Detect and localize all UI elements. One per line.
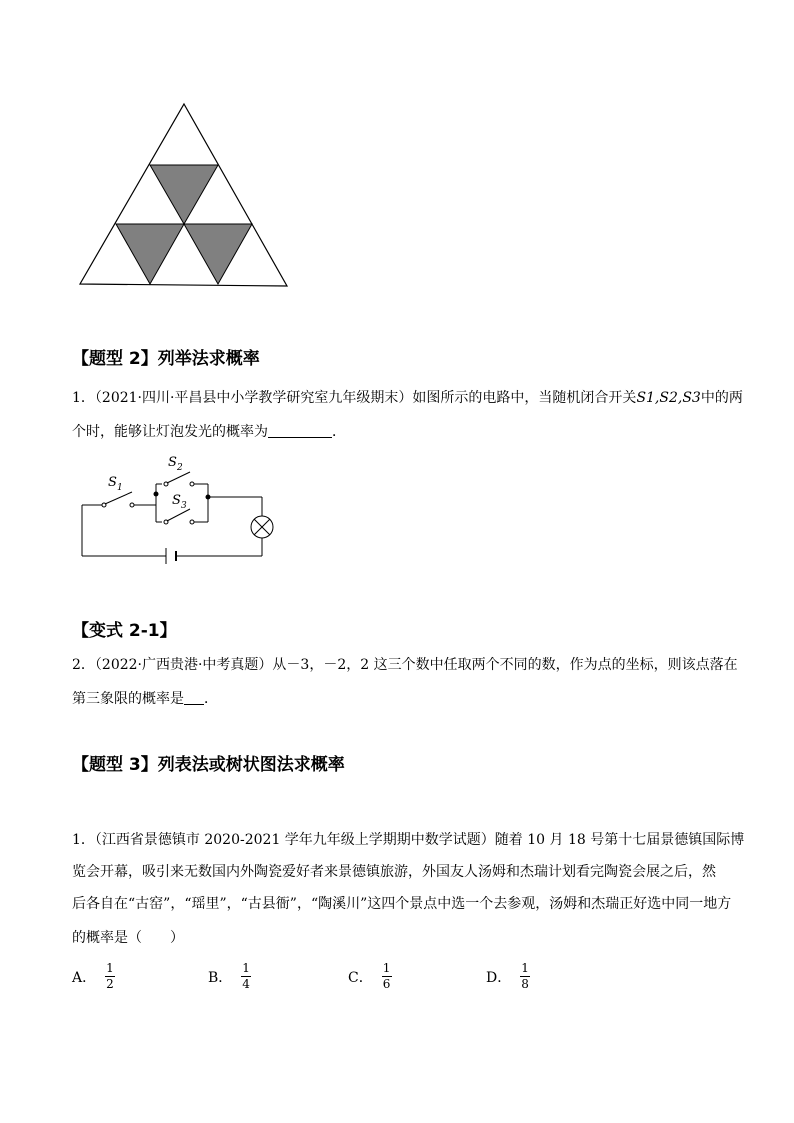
circuit-diagram: [70, 450, 290, 570]
svg-text:2: 2: [177, 463, 183, 473]
section-heading-variant: 【变式 2-1】: [72, 621, 177, 641]
answer-blank: [184, 690, 204, 705]
fraction: $\frac{1}{6}$: [382, 961, 391, 991]
question-text: 1．（2021·四川·平昌县中小学教学研究室九年级期末）如图所示的电路中，当随机闭合开关S1,S2,S3中的两: [72, 390, 743, 406]
switch-s2-icon: [167, 472, 190, 483]
svg-text:S: S: [172, 493, 181, 508]
section-heading-3: 【题型 3】列表法或树状图法求概率: [72, 755, 345, 775]
question-text: 个时，能够让灯泡发光的概率为 ．: [72, 424, 346, 440]
shaded-triangle-left: [116, 224, 184, 284]
option-a[interactable]: A． $\frac{1}{2}$: [72, 961, 114, 991]
option-b[interactable]: B． $\frac{1}{4}$: [208, 961, 250, 991]
option-d[interactable]: D． $\frac{1}{8}$: [486, 961, 529, 991]
question-text: 的概率是（ ）: [72, 930, 184, 946]
shaded-triangle-top: [150, 165, 218, 224]
question-text: 1．（江西省景德镇市 2020-2021 学年九年级上学期期中数学试题）随着 10 月 18 号第十七届景德镇国际博: [72, 832, 745, 848]
svg-text:3: 3: [181, 501, 187, 511]
answer-blank: [268, 423, 332, 438]
switch-s1-icon: [105, 492, 132, 504]
fraction: $\frac{1}{2}$: [106, 961, 114, 991]
option-c[interactable]: C． $\frac{1}{6}$: [348, 961, 391, 991]
svg-text:1: 1: [117, 483, 123, 493]
question-text: 览会开幕，吸引来无数国内外陶瓷爱好者来景德镇旅游，外国友人汤姆和杰瑞计划看完陶瓷会展之后，然: [72, 864, 716, 880]
fraction: $\frac{1}{8}$: [521, 961, 529, 991]
question-text: 2．（2022·广西贵港·中考真题）从－3，－2，2 这三个数中任取两个不同的数，作为点的坐标，则该点落在: [72, 657, 738, 673]
triangle-figure: [70, 98, 300, 294]
svg-text:S: S: [168, 455, 177, 470]
fraction: $\frac{1}{4}$: [242, 961, 250, 991]
question-text: 第三象限的概率是 ．: [72, 691, 218, 707]
section-heading-2: 【题型 2】列举法求概率: [72, 349, 260, 369]
shaded-triangle-right: [184, 224, 252, 284]
svg-text:S: S: [108, 475, 117, 490]
question-text: 后各自在“古窑”，“瑶里”，“古县衙”，“陶溪川”这四个景点中选一个去参观，汤姆和杰瑞正好选中同一地方: [72, 896, 732, 912]
